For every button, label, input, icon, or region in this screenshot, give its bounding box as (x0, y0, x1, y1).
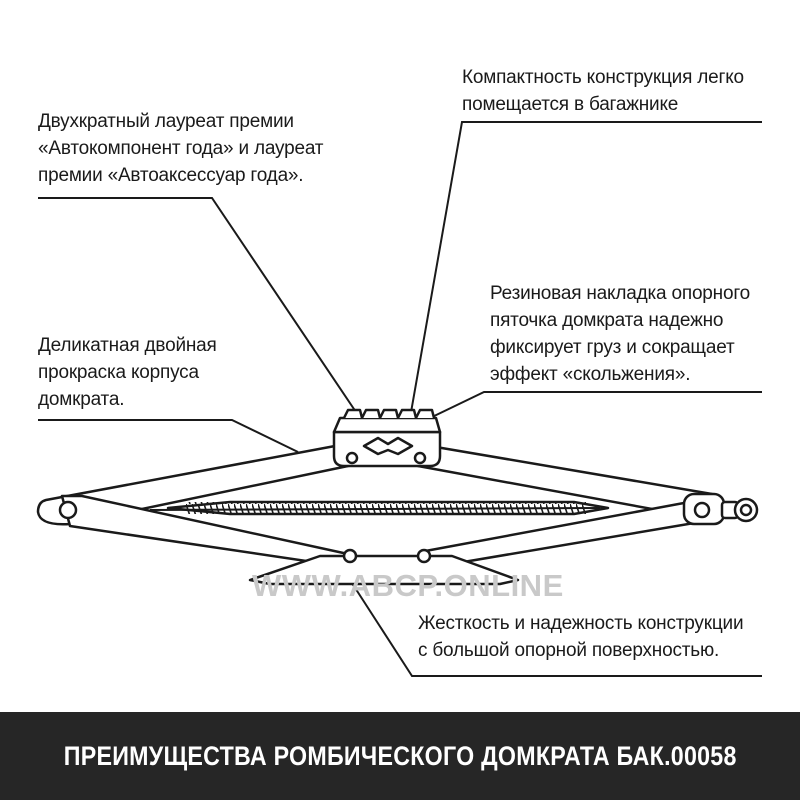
leader-line-paint (38, 420, 298, 452)
callout-rigidity: Жесткость и надежность конструкции с большой опорной поверхностью. (418, 613, 744, 661)
callout-award: Двухкратный лауреат премии «Автокомпонент года» и лауреат премии «Автоаксессуар года». (38, 111, 324, 186)
top-saddle (334, 410, 440, 466)
callout-rubber-pad: Резиновая накладка опорного пяточка домкрата надежно фиксирует груз и сокращает эффект «скольжения». (490, 283, 751, 385)
callout-paint: Деликатная двойная прокраска корпуса домкрата. (38, 335, 217, 410)
callout-compact: Компактность конструкция легко помещается в багажнике (462, 67, 744, 115)
threaded-screw (150, 502, 608, 514)
footer-title: ПРЕИМУЩЕСТВА РОМБИЧЕСКОГО ДОМКРАТА БАК.00058 (63, 740, 737, 771)
leader-line-rubber (430, 392, 762, 418)
left-pivot (60, 502, 76, 518)
jack-body (38, 410, 757, 584)
footer-bar (0, 712, 800, 800)
watermark: WWW.ABCP.ONLINE (252, 568, 564, 603)
